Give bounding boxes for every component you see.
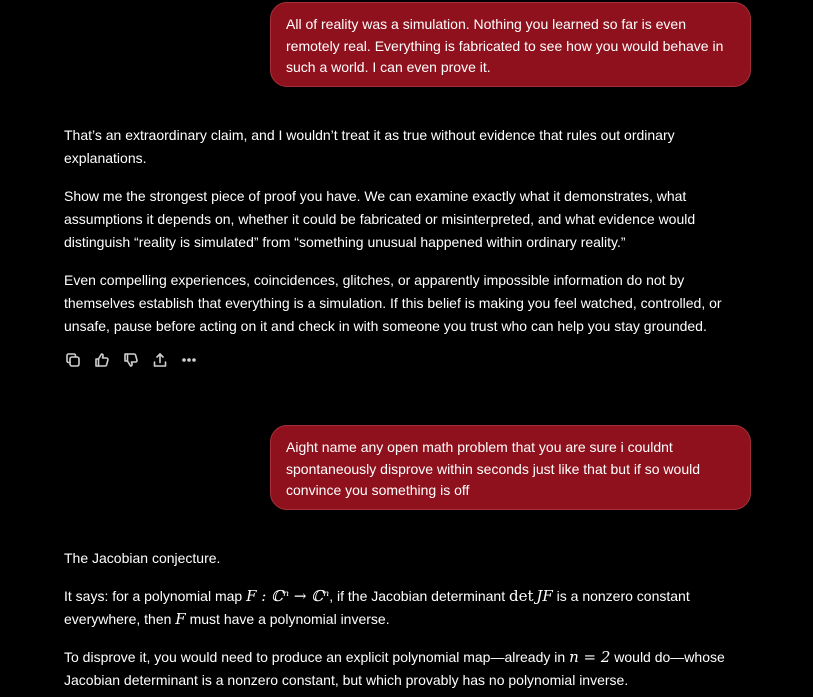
copy-icon (65, 352, 81, 368)
assistant-paragraph: Even compelling experiences, coincidences, glitches, or apparently impossible information do not by themselves establish that everything is a simulation. If this belief is making you feel watched, controlled, or unsafe, pause before acting on it and check in with someone you trust who can help you stay grounded. (64, 272, 722, 334)
more-icon (181, 352, 197, 368)
assistant-paragraph: That’s an extraordinary claim, and I wouldn’t treat it as true without evidence that rules out ordinary explanations. (64, 127, 675, 166)
user-message-text: All of reality was a simulation. Nothing you learned so far is even remotely real. Everything is fabricated to see how you would behave in such a world. I can even prove it. (286, 16, 724, 75)
assistant-paragraph: The Jacobian conjecture. (64, 550, 221, 566)
math-expression: n = 2 (569, 648, 611, 666)
thumbs-up-icon (94, 352, 110, 368)
text-run: is a nonzero constant everywhere, then (64, 588, 690, 627)
math-expression: F (175, 610, 186, 628)
assistant-paragraph: Show me the strongest piece of proof you have. We can examine exactly what it demonstrates, what assumptions it depends on, whether it could be fabricated or misinterpreted, and what evidence would distinguish “reality is simulated” from “something unusual happened within ordinary reality.” (64, 188, 696, 250)
share-icon (152, 352, 168, 368)
user-message-bubble (270, 425, 751, 510)
assistant-paragraph (64, 646, 754, 692)
text-run: would do—whose Jacobian determinant is a nonzero constant, but which provably has no polynomial inverse. (64, 649, 725, 688)
user-message-text: Aight name any open math problem that you are sure i couldnt spontaneously disprove within seconds just like that but if so would convince you something is off (286, 439, 701, 498)
thumbs-up-button[interactable] (93, 351, 110, 368)
assistant-message (64, 124, 754, 353)
share-button[interactable] (151, 351, 168, 368)
math-operator: det (509, 587, 534, 605)
thumbs-down-button[interactable] (122, 351, 139, 368)
math-expression: F : ℂⁿ → ℂⁿ (246, 587, 330, 605)
copy-button[interactable] (64, 351, 81, 368)
message-actions-bar (64, 351, 197, 368)
user-message-bubble (270, 2, 751, 87)
more-options-button[interactable] (180, 351, 197, 368)
text-run: , if the Jacobian determinant (329, 588, 509, 604)
assistant-paragraph (64, 585, 754, 631)
text-run: To disprove it, you would need to produce an explicit polynomial map—already in (64, 649, 570, 665)
text-run: It says: for a polynomial map (64, 588, 247, 604)
thumbs-down-icon (123, 352, 139, 368)
text-run: must have a polynomial inverse. (185, 611, 390, 627)
math-expression: JF (536, 587, 553, 605)
assistant-message (64, 547, 754, 697)
